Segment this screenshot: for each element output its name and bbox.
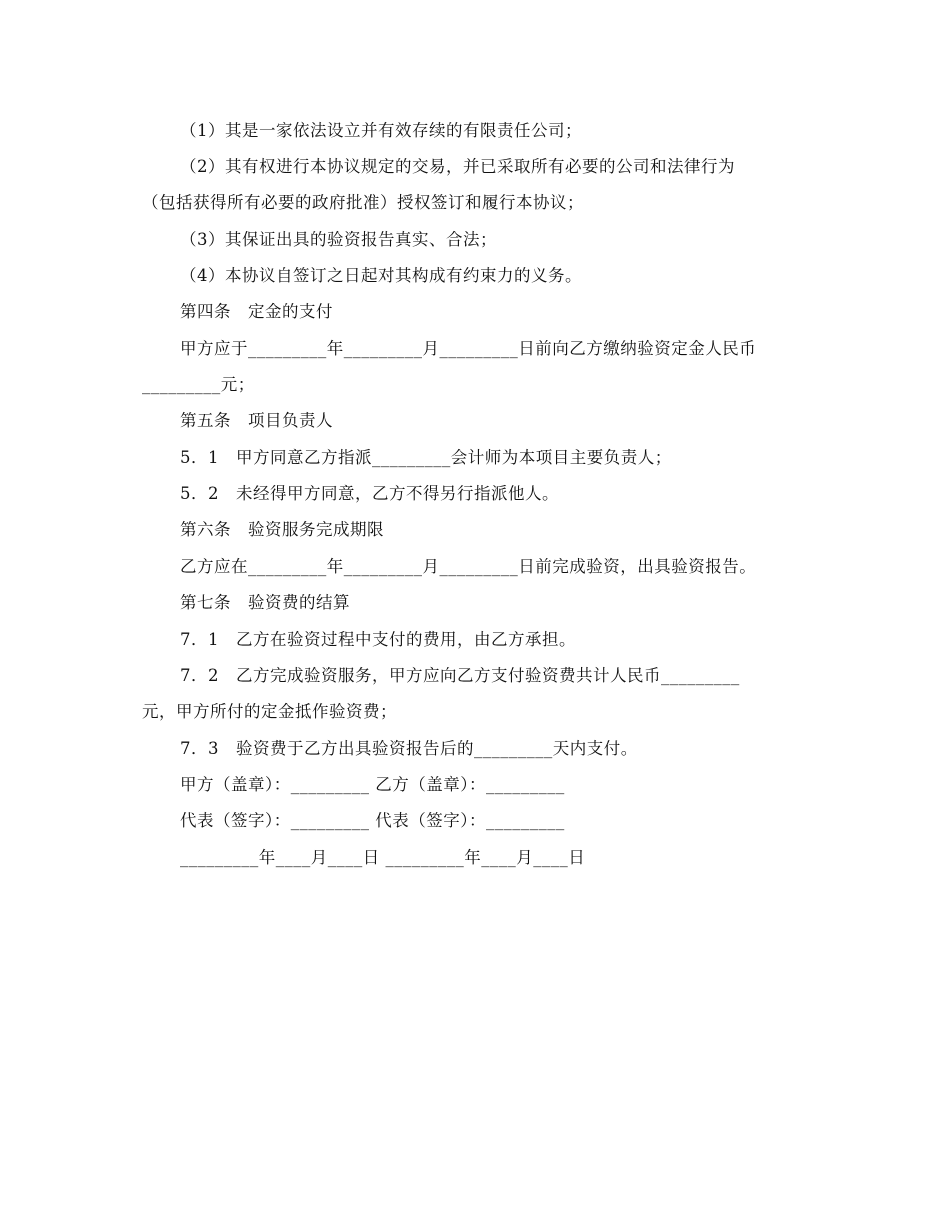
clause-item-2-continued: （包括获得所有必要的政府批准）授权签订和履行本协议； bbox=[142, 193, 584, 212]
article-6-body: 乙方应在_________年_________月_________日前完成验资，出具验资报告。 bbox=[180, 557, 757, 576]
article-7-item-3: 7．3 验资费于乙方出具验资报告后的_________天内支付。 bbox=[180, 739, 638, 758]
article-4-body: 甲方应于_________年_________月_________日前向乙方缴纳验资定金人民币 bbox=[180, 339, 757, 358]
article-5-heading: 第五条 项目负责人 bbox=[180, 411, 333, 430]
article-7-item-2: 7．2 乙方完成验资服务，甲方应向乙方支付验资费共计人民币_________ bbox=[180, 666, 740, 685]
clause-item-2: （2）其有权进行本协议规定的交易，并已采取所有必要的公司和法律行为 bbox=[180, 157, 735, 176]
article-5-item-2: 5．2 未经得甲方同意，乙方不得另行指派他人。 bbox=[180, 484, 559, 503]
signature-seal-line: 甲方（盖章）：_________ 乙方（盖章）：_________ bbox=[180, 775, 565, 794]
signature-representative-line: 代表（签字）：_________ 代表（签字）：_________ bbox=[180, 811, 565, 830]
article-7-heading: 第七条 验资费的结算 bbox=[180, 593, 350, 612]
article-6-heading: 第六条 验资服务完成期限 bbox=[180, 520, 384, 539]
article-4-body-continued: _________元； bbox=[142, 375, 255, 394]
clause-item-4: （4）本协议自签订之日起对其构成有约束力的义务。 bbox=[180, 266, 582, 285]
article-7-item-2-continued: 元，甲方所付的定金抵作验资费； bbox=[142, 702, 397, 721]
article-5-item-1: 5．1 甲方同意乙方指派_________会计师为本项目主要负责人； bbox=[180, 448, 672, 467]
article-4-heading: 第四条 定金的支付 bbox=[180, 302, 333, 321]
signature-date-line: _________年____月____日 _________年____月____日 bbox=[180, 848, 586, 867]
article-7-item-1: 7．1 乙方在验资过程中支付的费用，由乙方承担。 bbox=[180, 630, 576, 649]
clause-item-3: （3）其保证出具的验资报告真实、合法； bbox=[180, 230, 497, 249]
clause-item-1: （1）其是一家依法设立并有效存续的有限责任公司； bbox=[180, 121, 582, 140]
